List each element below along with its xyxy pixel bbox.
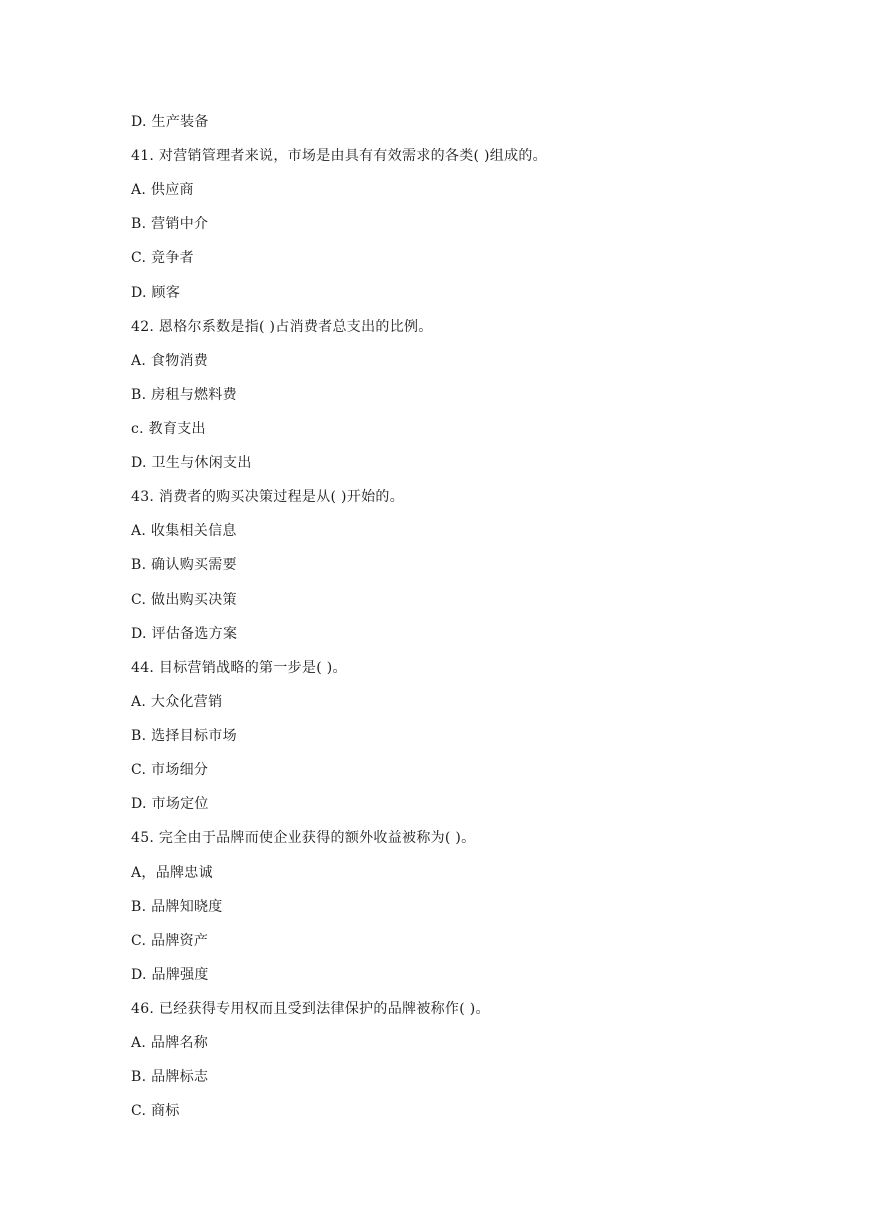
option-44c: C. 市场细分 xyxy=(131,762,209,778)
option-42c: c. 教育支出 xyxy=(131,421,206,437)
option-43b: B. 确认购买需要 xyxy=(131,557,237,573)
question-44: 44. 目标营销战略的第一步是( )。 xyxy=(131,660,347,676)
option-39d: D. 生产装备 xyxy=(131,114,209,130)
option-43a: A. 收集相关信息 xyxy=(131,523,237,539)
option-41c: C. 竞争者 xyxy=(131,250,194,266)
question-41: 41. 对营销管理者来说，市场是由具有有效需求的各类( )组成的。 xyxy=(131,148,547,164)
option-46b: B. 品牌标志 xyxy=(131,1069,209,1085)
question-42: 42. 恩格尔系数是指( )占消费者总支出的比例。 xyxy=(131,319,433,335)
option-41d: D. 顾客 xyxy=(131,285,181,301)
option-43c: C. 做出购买决策 xyxy=(131,592,237,608)
option-44a: A. 大众化营销 xyxy=(131,694,223,710)
option-44d: D. 市场定位 xyxy=(131,796,209,812)
option-46a: A. 品牌名称 xyxy=(131,1035,209,1051)
option-42d: D. 卫生与休闲支出 xyxy=(131,455,252,471)
question-43: 43. 消费者的购买决策过程是从( )开始的。 xyxy=(131,489,404,505)
option-44b: B. 选择目标市场 xyxy=(131,728,237,744)
option-41a: A. 供应商 xyxy=(131,182,194,198)
option-42a: A. 食物消费 xyxy=(131,353,209,369)
option-41b: B. 营销中介 xyxy=(131,216,209,232)
option-43d: D. 评估备选方案 xyxy=(131,626,238,642)
option-46c: C. 商标 xyxy=(131,1103,180,1119)
question-46: 46. 已经获得专用权而且受到法律保护的品牌被称作( )。 xyxy=(131,1001,490,1017)
option-42b: B. 房租与燃料费 xyxy=(131,387,237,403)
option-45a: A，品牌忠诚 xyxy=(131,865,213,881)
question-45: 45. 完全由于品牌而使企业获得的额外收益被称为( )。 xyxy=(131,830,476,846)
option-45c: C. 品牌资产 xyxy=(131,933,209,949)
option-45b: B. 品牌知晓度 xyxy=(131,899,223,915)
option-45d: D. 品牌强度 xyxy=(131,967,209,983)
